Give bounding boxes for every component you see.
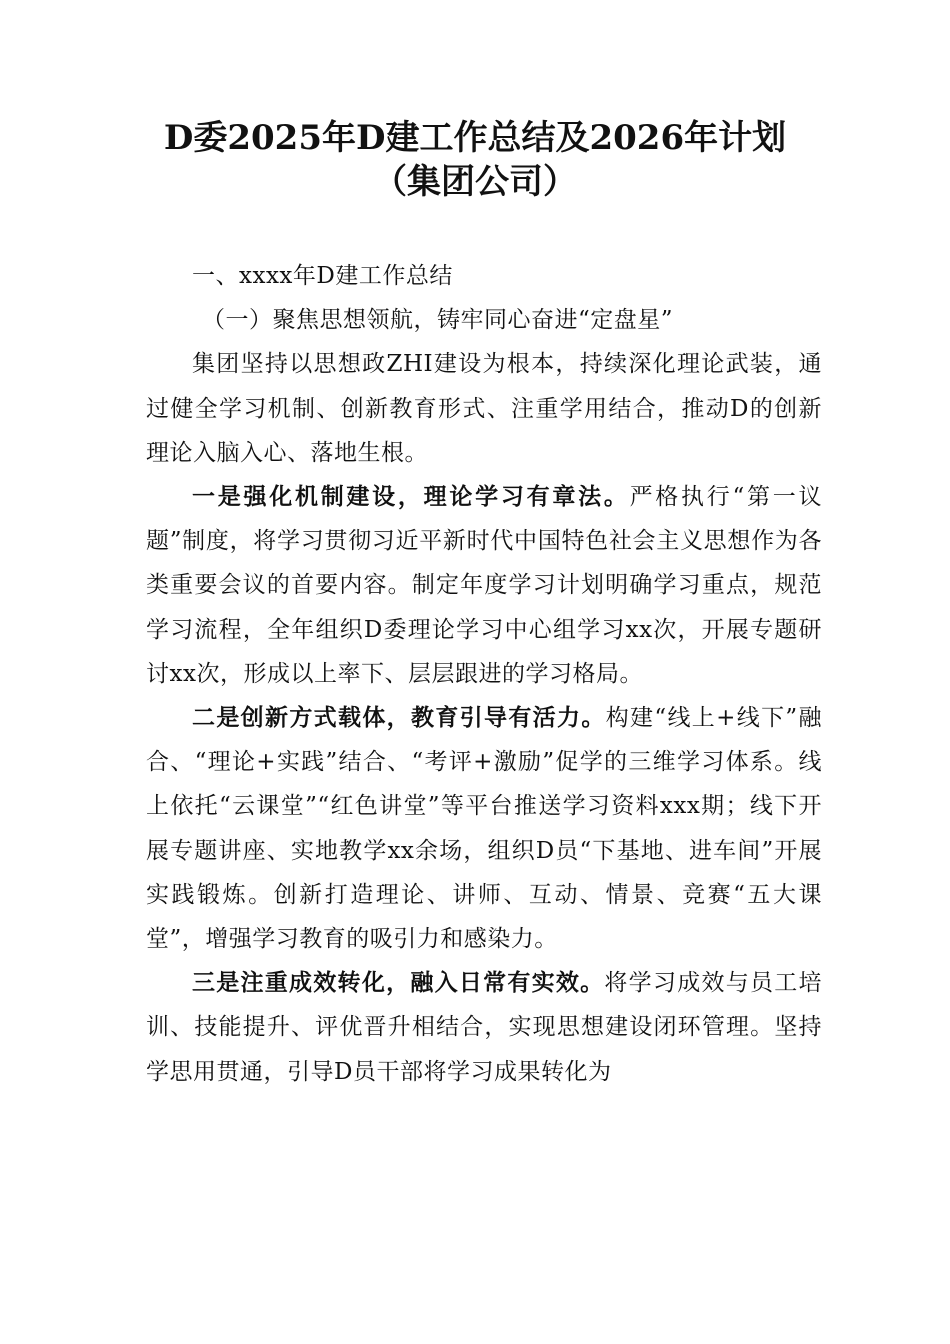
intro-paragraph: 集团坚持以思想政ZHI建设为根本，持续深化理论武装，通过健全学习机制、创新教育形式、注重学用结合，推动D的创新理论入脑入心、落地生根。 xyxy=(146,351,822,466)
document-body xyxy=(146,254,822,1094)
paragraph-1-text: 严格执行“第一议题”制度，将学习贯彻习近平新时代中国特色社会主义思想作为各类重要会议的首要内容。制定年度学习计划明确学习重点，规范学习流程，全年组织D委理论学习中心组学习xx次，开展专题研讨xx次，形成以上率下、层层跟进的学习格局。 xyxy=(146,484,822,687)
paragraph-3-text: 将学习成效与员工培训、技能提升、评优晋升相结合，实现思想建设闭环管理。坚持学思用贯通，引导D员干部将学习成果转化为 xyxy=(146,970,823,1085)
paragraph-2-text: 构建“线上+线下”融合、“理论+实践”结合、“考评+激励”促学的三维学习体系。线上依托“云课堂”“红色讲堂”等平台推送学习资料xxx期；线下开展专题讲座、实地教学xx余场，组织D员“下基地、进车间”开展实践锻炼。创新打造理论、讲师、互动、情景、竞赛“五大课堂”，增强学习教育的吸引力和感染力。 xyxy=(146,705,823,953)
document-subtitle: （集团公司） xyxy=(373,162,577,202)
document-title: D委2025年D建工作总结及2026年计划 xyxy=(163,118,787,158)
paragraph-1-lead: 一是强化机制建设，理论学习有章法。 xyxy=(192,483,630,511)
paragraph-3 xyxy=(146,961,822,1094)
section-heading: 一、xxxx年D建工作总结 xyxy=(192,263,453,289)
paragraph-2-lead: 二是创新方式载体，教育引导有活力。 xyxy=(192,704,606,732)
paragraph-3-lead: 三是注重成效转化，融入日常有实效。 xyxy=(192,969,605,997)
subsection-heading: （一）聚焦思想领航，铸牢同心奋进“定盘星” xyxy=(202,307,674,334)
paragraph-1 xyxy=(146,475,822,696)
paragraph-2 xyxy=(146,696,822,961)
